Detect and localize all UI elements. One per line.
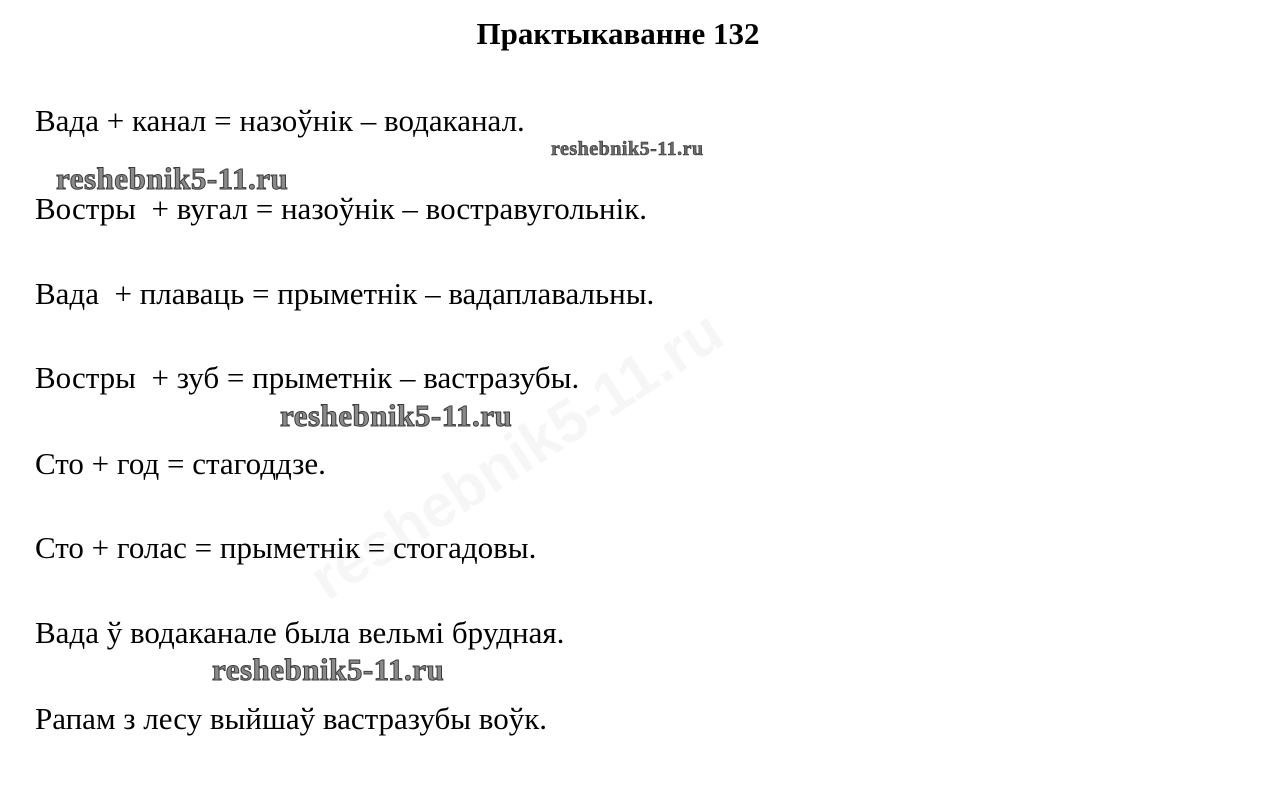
text-line-2: Востры + вугал = назоўнік – востравугольнік. xyxy=(35,191,648,226)
watermark-3: reshebnik5-11.ru xyxy=(212,652,445,687)
text-line-1: Вада + канал = назоўнік – водаканал. xyxy=(35,103,525,138)
watermark-2: reshebnik5-11.ru xyxy=(280,398,513,433)
watermark-1: reshebnik5-11.ru xyxy=(56,161,289,196)
text-line-6: Сто + голас = прыметнік = стогадовы. xyxy=(35,530,537,565)
page-title: Практыкаванне 132 xyxy=(476,16,760,51)
watermark-small: reshebnik5-11.ru xyxy=(551,138,704,160)
text-line-3: Вада + плаваць = прыметнік – вадаплавальны. xyxy=(35,276,655,311)
text-line-5: Сто + год = стагоддзе. xyxy=(35,446,326,481)
text-line-8: Рапам з лесу выйшаў вастразубы воўк. xyxy=(35,701,548,736)
text-line-4: Востры + зуб = прыметнік – вастразубы. xyxy=(35,360,580,395)
text-line-7: Вада ў водаканале была вельмі брудная. xyxy=(35,615,565,650)
